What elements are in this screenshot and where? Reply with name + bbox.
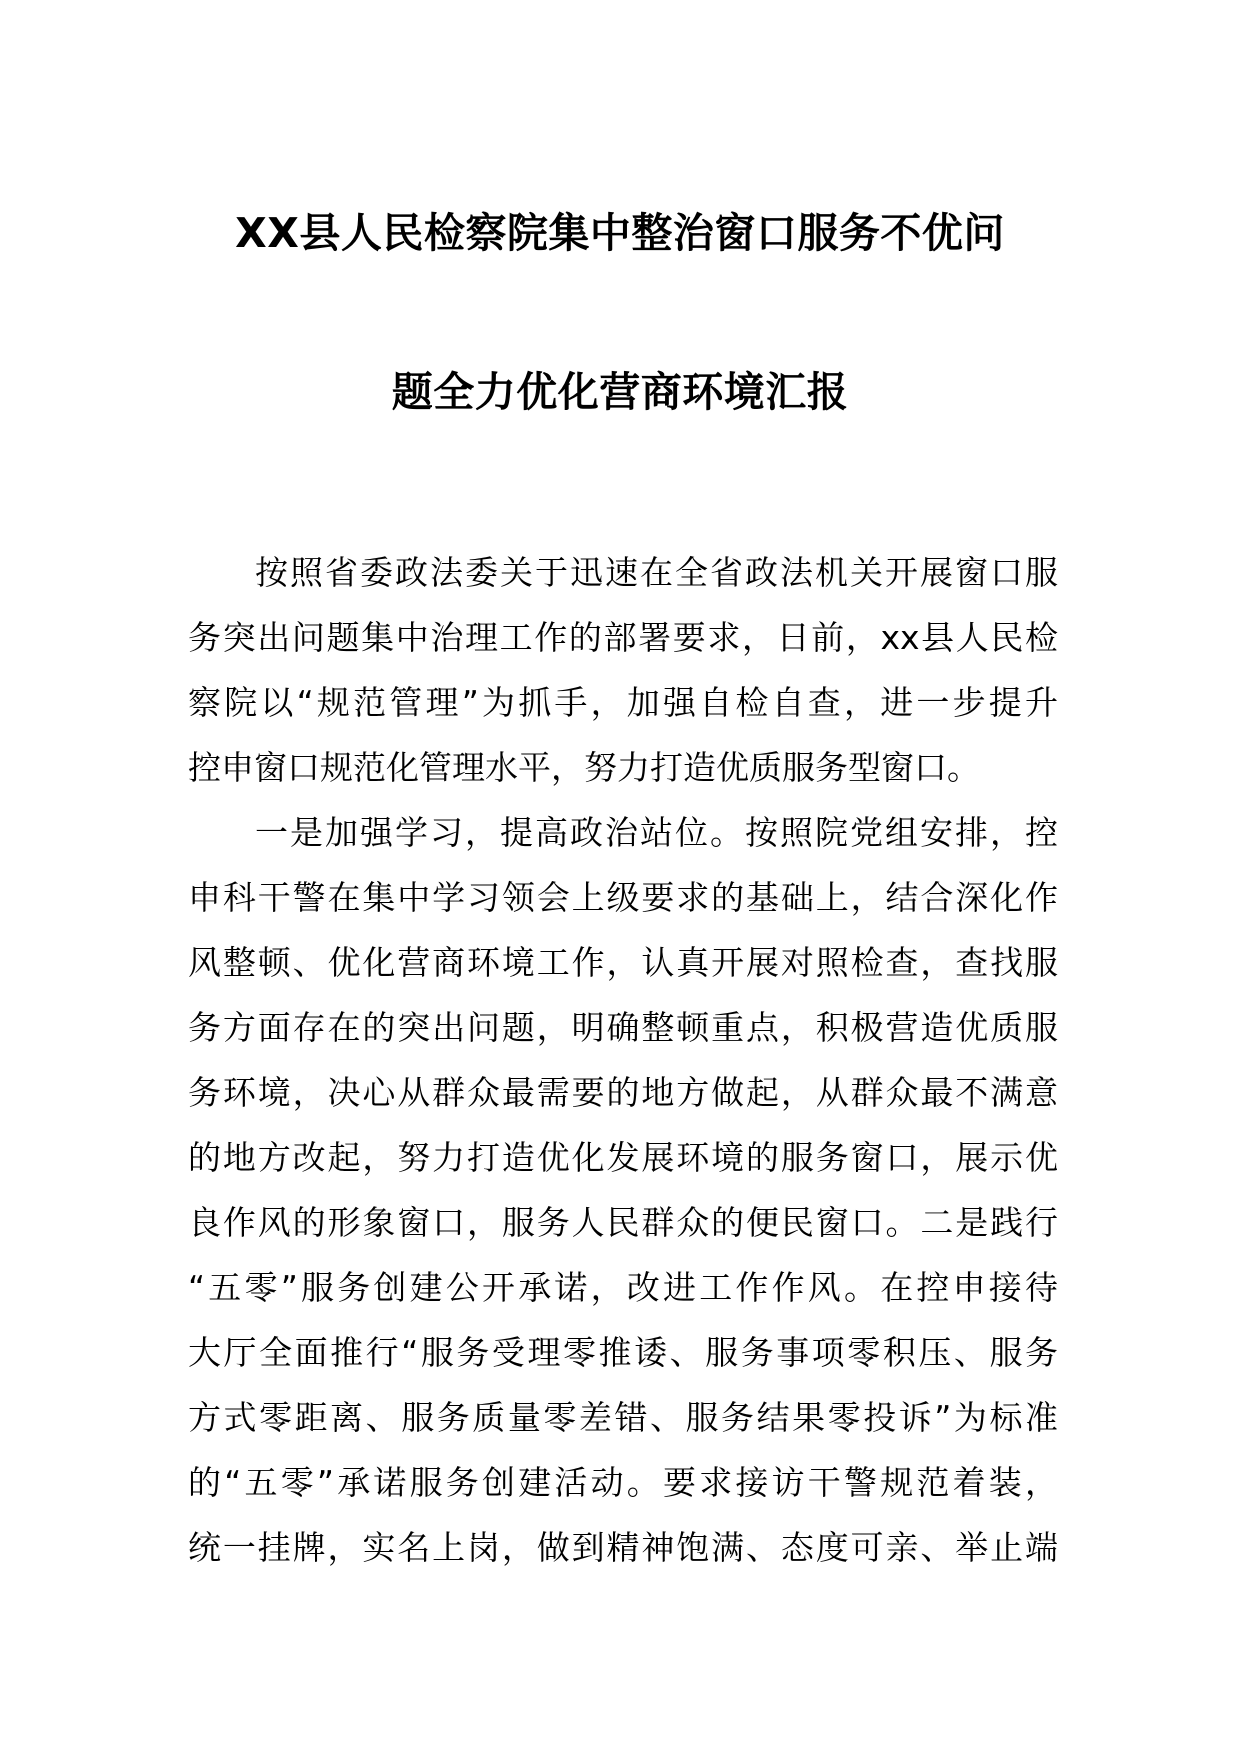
body-line: 务环境，决心从群众最需要的地方做起，从群众最不满意 [188, 1073, 1058, 1112]
body-line: 务方面存在的突出问题，明确整顿重点，积极营造优质服 [188, 1008, 1058, 1047]
body-line: 察院以“规范管理”为抓手，加强自检自查，进一步提升 [188, 683, 1058, 722]
body-line: 统一挂牌，实名上岗，做到精神饱满、态度可亲、举止端 [188, 1528, 1058, 1567]
body-line: 申科干警在集中学习领会上级要求的基础上，结合深化作 [188, 878, 1058, 917]
body-line: 的地方改起，努力打造优化发展环境的服务窗口，展示优 [188, 1138, 1058, 1177]
body-line: 控申窗口规范化管理水平，努力打造优质服务型窗口。 [188, 748, 980, 787]
document-body [188, 540, 1058, 1580]
body-line: 一是加强学习，提高政治站位。按照院党组安排，控 [255, 813, 1058, 852]
body-line: 务突出问题集中治理工作的部署要求，日前，xx县人民检 [188, 618, 1058, 657]
body-line: “五零”服务创建公开承诺，改进工作作风。在控申接待 [188, 1268, 1058, 1307]
document-title-line-2: 题全力优化营商环境汇报 [391, 368, 849, 416]
body-line: 风整顿、优化营商环境工作，认真开展对照检查，查找服 [188, 943, 1058, 982]
body-line: 的“五零”承诺服务创建活动。要求接访干警规范着装， [188, 1463, 1058, 1502]
body-line: 良作风的形象窗口，服务人民群众的便民窗口。二是践行 [188, 1203, 1058, 1242]
document-title-line-1: XX县人民检察院集中整治窗口服务不优问 [235, 209, 1005, 257]
body-line: 按照省委政法委关于迅速在全省政法机关开展窗口服 [255, 553, 1058, 592]
body-line: 大厅全面推行“服务受理零推诿、服务事项零积压、服务 [188, 1333, 1058, 1372]
body-line: 方式零距离、服务质量零差错、服务结果零投诉”为标准 [188, 1398, 1058, 1437]
